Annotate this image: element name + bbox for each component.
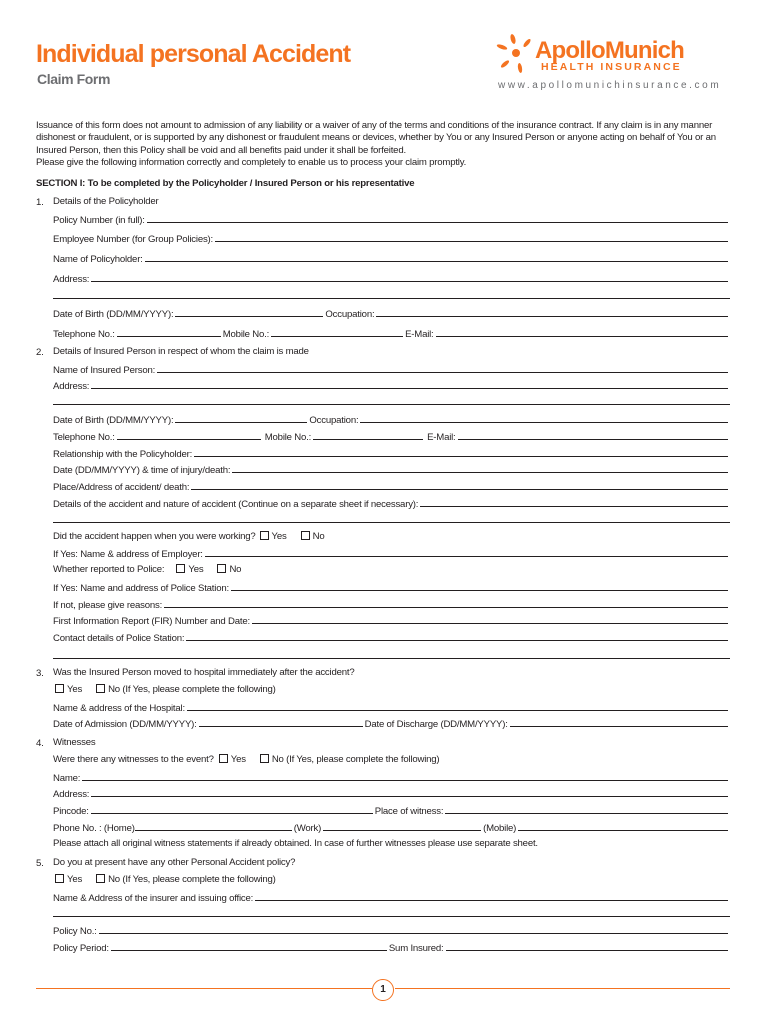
policyholder-contact-row <box>53 327 730 341</box>
employee-number-label: Employee Number (for Group Policies): <box>53 234 214 245</box>
relationship-field[interactable] <box>194 447 728 457</box>
witness-address-row <box>53 787 730 801</box>
injury-datetime-label: Date (DD/MM/YYYY) & time of injury/death: <box>53 465 231 476</box>
other-policy-options-row <box>55 874 276 888</box>
form-title: Individual personal Accident <box>36 40 351 68</box>
witness-no-label: No (If Yes, please complete the following) <box>271 754 440 765</box>
police-contact-field[interactable] <box>186 631 728 641</box>
other-policy-no-label: No (If Yes, please complete the following) <box>108 874 276 885</box>
footer-rule-right <box>395 988 730 989</box>
relationship-row <box>53 447 730 461</box>
employer-row <box>53 547 730 561</box>
policy-period-field[interactable] <box>111 941 387 951</box>
injury-datetime-field[interactable] <box>232 463 728 473</box>
insurer-row <box>53 891 730 905</box>
police-station-row <box>53 581 730 595</box>
q4-number: 4. <box>36 738 44 749</box>
working-yes-checkbox[interactable] <box>260 531 269 540</box>
witness-work-label: (Work) <box>293 823 322 834</box>
reported-row <box>53 564 241 578</box>
insured-dob-field[interactable] <box>175 413 307 423</box>
reported-no-checkbox[interactable] <box>217 564 226 573</box>
q2-title <box>53 346 309 360</box>
q2-title-label: Details of Insured Person in respect of whom the claim is made <box>53 346 309 357</box>
q5-number: 5. <box>36 858 44 869</box>
policy-number-field[interactable] <box>147 213 728 223</box>
accident-details-label: Details of the accident and nature of accident (Continue on a separate sheet if necessary): <box>53 499 419 510</box>
witness-place-field[interactable] <box>445 804 728 814</box>
insurer-label: Name & Address of the insurer and issuing office: <box>53 893 254 904</box>
other-policy-yes-option[interactable] <box>55 874 82 885</box>
q3-title-label: Was the Insured Person moved to hospital immediately after the accident? <box>53 667 355 678</box>
q1-title <box>53 196 159 210</box>
witness-phone-label: Phone No. : (Home) <box>53 823 135 834</box>
insured-name-label: Name of Insured Person: <box>53 365 156 376</box>
hospital-options-row <box>55 684 276 698</box>
employee-number-field[interactable] <box>215 232 728 242</box>
policyholder-name-field[interactable] <box>145 252 728 262</box>
witness-home-phone-field[interactable] <box>135 821 292 831</box>
reported-yes-label: Yes <box>188 564 204 575</box>
insured-address-field[interactable] <box>91 379 728 389</box>
insured-address-line2[interactable] <box>53 404 730 405</box>
policyholder-telephone-field[interactable] <box>117 327 221 337</box>
witness-name-field[interactable] <box>82 771 728 781</box>
policyholder-dob-label: Date of Birth (DD/MM/YYYY): <box>53 309 174 320</box>
police-contact-row <box>53 631 730 645</box>
q4-title <box>53 737 95 751</box>
q3-number: 3. <box>36 668 44 679</box>
disclaimer: Issuance of this form does not amount to admission of any liability or a waiver of any of the terms and conditions of the insurance contract. If any claim is in any manner dishonest or fraudulent, or is supported by any dishonest or fraudulent means or devices, whether by You or any Insured Person or anyone acting on behalf of You or an Insured Person, then this Policy shall be void and all benefits paid under it shall be forfeited. <box>36 120 716 156</box>
reasons-row <box>53 598 730 612</box>
insured-telephone-field[interactable] <box>117 430 261 440</box>
hospital-field[interactable] <box>187 701 728 711</box>
witness-place-label: Place of witness: <box>374 806 444 817</box>
accident-details-row <box>53 497 730 511</box>
accident-details-field[interactable] <box>420 497 728 507</box>
witness-name-row <box>53 771 730 785</box>
section-heading: SECTION I: To be completed by the Policyholder / Insured Person or his representative <box>36 178 415 189</box>
accident-place-row <box>53 480 730 494</box>
insurer-field[interactable] <box>255 891 728 901</box>
other-policy-yes-label: Yes <box>67 874 83 885</box>
sum-insured-label: Sum Insured: <box>388 943 444 954</box>
other-policy-no-option[interactable] <box>96 874 276 885</box>
accident-details-line2[interactable] <box>53 522 730 523</box>
policyholder-occupation-field[interactable] <box>376 307 728 317</box>
insured-occupation-field[interactable] <box>360 413 728 423</box>
hospital-yes-option[interactable] <box>55 684 82 695</box>
admission-row <box>53 717 730 731</box>
policyholder-email-label: E-Mail: <box>405 329 434 340</box>
hospital-no-checkbox[interactable] <box>96 684 105 693</box>
reported-yes-option[interactable] <box>176 564 203 575</box>
police-station-field[interactable] <box>231 581 728 591</box>
instruction: Please give the following information correctly and completely to enable us to process your claim promptly. <box>36 156 467 168</box>
working-yes-label: Yes <box>271 531 287 542</box>
police-contact-label: Contact details of Police Station: <box>53 633 185 644</box>
insured-name-row <box>53 363 730 377</box>
fir-row <box>53 614 730 628</box>
policyholder-address-field[interactable] <box>91 272 728 282</box>
hospital-no-label: No (If Yes, please complete the following) <box>108 684 276 695</box>
insured-email-field[interactable] <box>458 430 728 440</box>
q2-number: 2. <box>36 347 44 358</box>
form-subtitle: Claim Form <box>37 71 111 87</box>
policy-number-label: Policy Number (in full): <box>53 215 145 226</box>
admission-label: Date of Admission (DD/MM/YYYY): <box>53 719 197 730</box>
employer-field[interactable] <box>205 547 728 557</box>
accident-place-label: Place/Address of accident/ death: <box>53 482 190 493</box>
witness-mobile-label: (Mobile) <box>483 823 517 834</box>
insured-telephone-label: Telephone No.: <box>53 432 115 443</box>
witness-mobile-field[interactable] <box>518 821 728 831</box>
witness-note-row <box>53 838 538 852</box>
witness-question-label: Were there any witnesses to the event? <box>53 754 214 765</box>
reported-label: Whether reported to Police: <box>53 564 165 575</box>
working-no-label: No <box>312 531 325 542</box>
policyholder-address-label: Address: <box>53 274 90 285</box>
policyholder-name-row <box>53 252 730 266</box>
other-policy-number-field[interactable] <box>99 924 728 934</box>
policyholder-dob-row <box>53 307 730 321</box>
hospital-row <box>53 701 730 715</box>
q1-title-label: Details of the Policyholder <box>53 196 159 207</box>
witness-address-label: Address: <box>53 789 90 800</box>
witness-pincode-field[interactable] <box>91 804 373 814</box>
witness-no-checkbox[interactable] <box>260 754 269 763</box>
witness-yes-checkbox[interactable] <box>219 754 228 763</box>
discharge-field[interactable] <box>510 717 728 727</box>
police-contact-line2[interactable] <box>53 658 730 659</box>
employee-number-row <box>53 232 730 246</box>
logo-burst-icon <box>496 33 536 77</box>
insured-email-label: E-Mail: <box>427 432 456 443</box>
logo-wordmark: ApolloMunich <box>535 37 685 64</box>
other-policy-yes-checkbox[interactable] <box>55 874 64 883</box>
hospital-yes-label: Yes <box>67 684 83 695</box>
witness-yes-label: Yes <box>230 754 246 765</box>
witness-address-field[interactable] <box>91 787 728 797</box>
policy-number-row <box>53 213 730 227</box>
fir-field[interactable] <box>252 614 728 624</box>
relationship-label: Relationship with the Policyholder: <box>53 449 193 460</box>
other-policy-no-row <box>53 924 730 938</box>
q4-title-label: Witnesses <box>53 737 96 748</box>
insured-occupation-label: Occupation: <box>309 415 359 426</box>
policyholder-email-field[interactable] <box>436 327 728 337</box>
fir-label: First Information Report (FIR) Number and Date: <box>53 616 250 627</box>
reasons-label: If not, please give reasons: <box>53 600 163 611</box>
policyholder-telephone-label: Telephone No.: <box>53 329 115 340</box>
policyholder-mobile-field[interactable] <box>271 327 403 337</box>
working-no-option[interactable] <box>301 531 325 542</box>
working-no-checkbox[interactable] <box>301 531 310 540</box>
insured-mobile-label: Mobile No.: <box>264 432 312 443</box>
insurer-line2[interactable] <box>53 916 730 917</box>
policy-period-label: Policy Period: <box>53 943 109 954</box>
working-yes-option[interactable] <box>260 531 287 542</box>
police-station-label: If Yes: Name and address of Police Station: <box>53 583 229 594</box>
hospital-no-option[interactable] <box>96 684 276 695</box>
policyholder-address-line2[interactable] <box>53 298 730 299</box>
hospital-label: Name & address of the Hospital: <box>53 703 185 714</box>
q3-title <box>53 667 354 681</box>
witness-note: Please attach all original witness statements if already obtained. In case of further witnesses please use separate sheet. <box>53 838 538 849</box>
reported-yes-checkbox[interactable] <box>176 564 185 573</box>
employer-label: If Yes: Name & address of Employer: <box>53 549 203 560</box>
witness-pincode-label: Pincode: <box>53 806 89 817</box>
witness-phone-row <box>53 821 730 835</box>
intro-text <box>36 120 736 169</box>
reported-no-label: No <box>229 564 242 575</box>
witness-name-label: Name: <box>53 773 81 784</box>
witness-work-phone-field[interactable] <box>323 821 481 831</box>
witness-yes-option[interactable] <box>219 754 246 765</box>
reasons-field[interactable] <box>164 598 728 608</box>
policyholder-occupation-label: Occupation: <box>325 309 375 320</box>
working-label: Did the accident happen when you were working? <box>53 531 256 542</box>
policyholder-dob-field[interactable] <box>175 307 323 317</box>
policyholder-name-label: Name of Policyholder: <box>53 254 143 265</box>
hospital-yes-checkbox[interactable] <box>55 684 64 693</box>
witness-pincode-row <box>53 804 730 818</box>
website-url: www.apollomunichinsurance.com <box>498 80 722 91</box>
other-policy-no-checkbox[interactable] <box>96 874 105 883</box>
insured-address-label: Address: <box>53 381 90 392</box>
insured-contact-row <box>53 430 730 444</box>
insured-address-row <box>53 379 730 393</box>
policyholder-mobile-label: Mobile No.: <box>222 329 270 340</box>
injury-datetime-row <box>53 463 730 477</box>
other-policy-number-label: Policy No.: <box>53 926 97 937</box>
policy-period-row <box>53 941 730 955</box>
insured-name-field[interactable] <box>157 363 728 373</box>
page-number: 1 <box>372 979 394 1001</box>
sum-insured-field[interactable] <box>446 941 728 951</box>
witness-no-option[interactable] <box>260 754 440 765</box>
discharge-label: Date of Discharge (DD/MM/YYYY): <box>364 719 508 730</box>
q5-title-label: Do you at present have any other Personal Accident policy? <box>53 857 296 868</box>
reported-no-option[interactable] <box>217 564 241 575</box>
q5-title <box>53 857 295 871</box>
working-row <box>53 531 324 545</box>
insured-dob-label: Date of Birth (DD/MM/YYYY): <box>53 415 174 426</box>
insured-mobile-field[interactable] <box>313 430 423 440</box>
witness-question-row <box>53 754 439 768</box>
footer-rule-left <box>36 988 372 989</box>
accident-place-field[interactable] <box>191 480 728 490</box>
policyholder-address-row <box>53 272 730 286</box>
q1-number: 1. <box>36 197 44 208</box>
insured-dob-row <box>53 413 730 427</box>
logo-tagline: HEALTH INSURANCE <box>541 61 682 73</box>
admission-field[interactable] <box>199 717 363 727</box>
